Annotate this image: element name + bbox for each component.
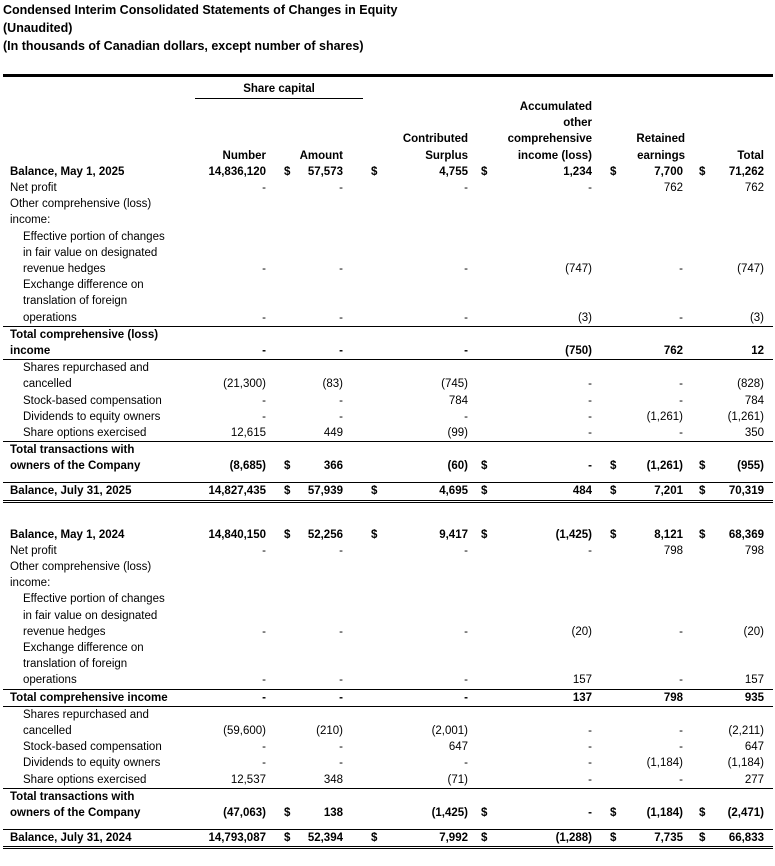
cell-total: 784 (744, 394, 764, 407)
cell-total: 66,833 (728, 832, 764, 845)
cell-retained: (1,184) (646, 757, 683, 770)
cell-contributed: (60) (447, 460, 468, 473)
row-label (23, 755, 188, 771)
cell-contributed: (2,001) (431, 725, 468, 737)
table-row (0, 180, 775, 196)
column-header-line: Retained (636, 133, 685, 146)
cell-aoci: 157 (572, 674, 592, 687)
row-label (23, 707, 188, 739)
table-row (0, 527, 775, 543)
row-label (23, 739, 188, 755)
cell-amount: - (339, 625, 343, 638)
dollar-sign: $ (610, 806, 617, 819)
cell-total: (1,261) (727, 410, 764, 423)
cell-number: (21,300) (223, 378, 266, 391)
cell-total: 762 (744, 181, 764, 194)
cell-contributed: - (464, 181, 468, 194)
column-header-aoci (508, 99, 592, 164)
cell-number: - (262, 311, 266, 324)
statement-subtitle-unaudited: (Unaudited) (3, 21, 73, 35)
row-label (23, 772, 188, 788)
cell-number: - (262, 625, 266, 638)
row-label-line: Share options exercised (23, 426, 147, 439)
row-label-line: Balance, May 1, 2025 (10, 165, 125, 178)
row-label-line: owners of the Company (10, 460, 141, 473)
cell-amount: (83) (322, 378, 343, 391)
column-header-line: Amount (299, 149, 343, 162)
row-label (10, 830, 185, 846)
cell-amount: 138 (323, 806, 343, 819)
cell-aoci: 137 (572, 691, 592, 704)
row-label-line: Stock-based compensation (23, 741, 162, 754)
row-label-line: Other comprehensive (loss) (10, 561, 152, 574)
table-row (0, 327, 775, 359)
row-label (10, 327, 185, 359)
cell-number: - (262, 741, 266, 754)
cell-total: (955) (737, 460, 764, 473)
row-label (10, 483, 185, 499)
cell-number: - (262, 394, 266, 407)
cell-aoci: (20) (571, 625, 592, 638)
row-label-line: Effective portion of changes (23, 593, 165, 606)
table-row (0, 591, 775, 640)
cell-contributed: 9,417 (439, 528, 468, 541)
dollar-sign: $ (284, 806, 291, 819)
cell-contributed: 4,695 (439, 485, 468, 498)
cell-amount: - (339, 544, 343, 557)
cell-number: 14,840,150 (208, 528, 266, 541)
row-label-line: Shares repurchased and (23, 708, 149, 721)
cell-amount: - (339, 741, 343, 754)
dollar-sign: $ (699, 832, 706, 845)
row-label-line: operations (23, 674, 77, 687)
cell-total: (747) (737, 262, 764, 275)
row-label (10, 559, 185, 591)
dollar-sign: $ (699, 460, 706, 473)
cell-retained: 762 (663, 344, 683, 357)
cell-contributed: - (464, 311, 468, 324)
row-label (10, 527, 185, 543)
row-label-line: Effective portion of changes (23, 230, 165, 243)
cell-number: - (262, 544, 266, 557)
cell-retained: - (679, 378, 683, 391)
cell-total: 798 (744, 544, 764, 557)
cell-amount: - (339, 262, 343, 275)
table-row (0, 425, 775, 441)
row-label-line: Exchange difference on (23, 279, 144, 292)
row-label (10, 690, 185, 706)
dollar-sign: $ (284, 460, 291, 473)
cell-retained: - (679, 311, 683, 324)
row-label-line: revenue hedges (23, 262, 106, 275)
cell-aoci: 1,234 (563, 165, 592, 178)
row-gap (0, 821, 775, 829)
cell-retained: - (679, 773, 683, 786)
cell-number: - (262, 410, 266, 423)
row-label (23, 591, 188, 640)
cell-contributed: (1,425) (431, 806, 468, 819)
row-label (10, 789, 185, 821)
cell-retained: 798 (663, 544, 683, 557)
cell-contributed: - (464, 262, 468, 275)
table-row (0, 164, 775, 180)
row-label-line: Share options exercised (23, 773, 147, 786)
cell-contributed: 4,755 (439, 165, 468, 178)
cell-contributed: - (464, 544, 468, 557)
cell-aoci: (1,288) (555, 832, 592, 845)
cell-retained: - (679, 741, 683, 754)
row-label-line: Balance, July 31, 2025 (10, 485, 132, 498)
dollar-sign: $ (284, 528, 291, 541)
cell-aoci: - (588, 181, 592, 194)
table-row (0, 543, 775, 559)
row-label-line: Total transactions with (10, 444, 135, 457)
row-label (10, 164, 185, 180)
cell-aoci: - (588, 773, 592, 786)
row-label-line: Stock-based compensation (23, 394, 162, 407)
cell-contributed: 784 (448, 394, 468, 407)
dollar-sign: $ (371, 528, 378, 541)
dollar-sign: $ (371, 832, 378, 845)
cell-retained: 7,201 (654, 485, 683, 498)
cell-aoci: - (588, 725, 592, 737)
dollar-sign: $ (481, 528, 488, 541)
column-header-amount (300, 148, 343, 164)
cell-total: 68,369 (728, 528, 764, 541)
row-label-line: income: (10, 214, 51, 227)
statement-header (3, 1, 773, 55)
row-label-line: Net profit (10, 181, 57, 194)
cell-amount: - (339, 394, 343, 407)
cell-retained: 798 (663, 691, 683, 704)
row-label-line: in fair value on designated (23, 246, 158, 259)
row-label (23, 277, 188, 326)
cell-retained: - (679, 725, 683, 737)
row-label-line: Dividends to equity owners (23, 757, 161, 770)
dollar-sign: $ (371, 165, 378, 178)
cell-total: 277 (744, 773, 764, 786)
cell-total: (20) (743, 625, 764, 638)
cell-contributed: - (464, 344, 468, 357)
column-header-line: comprehensive (507, 133, 592, 146)
cell-contributed: - (464, 410, 468, 423)
dollar-sign: $ (284, 832, 291, 845)
column-header-total (737, 148, 764, 164)
cell-aoci: - (588, 806, 592, 819)
table-row (0, 789, 775, 821)
cell-amount: (210) (316, 725, 343, 737)
table-row (0, 739, 775, 755)
dollar-sign: $ (699, 485, 706, 498)
cell-contributed: - (464, 691, 468, 704)
cell-amount: 366 (323, 460, 343, 473)
table-row (0, 483, 775, 499)
cell-aoci: 484 (572, 485, 592, 498)
cell-aoci: - (588, 741, 592, 754)
cell-contributed: - (464, 674, 468, 687)
cell-number: - (262, 757, 266, 770)
row-label-line: Dividends to equity owners (23, 410, 161, 423)
dollar-sign: $ (610, 165, 617, 178)
table-row (0, 707, 775, 739)
cell-aoci: - (588, 394, 592, 407)
dollar-sign: $ (481, 165, 488, 178)
table-row (0, 559, 775, 591)
column-header-line: Surplus (425, 149, 468, 162)
row-label-line: Net profit (10, 544, 57, 557)
statement-title: Condensed Interim Consolidated Statements of Changes in Equity (3, 3, 398, 17)
cell-total: 70,319 (728, 485, 764, 498)
row-label (23, 640, 188, 689)
dollar-sign: $ (699, 528, 706, 541)
row-label-line: owners of the Company (10, 806, 141, 819)
dollar-sign: $ (481, 460, 488, 473)
row-label (23, 425, 188, 441)
column-header-line: earnings (637, 149, 685, 162)
column-header-line: other (563, 117, 592, 130)
row-label-line: cancelled (23, 725, 72, 738)
column-header-line: Number (222, 149, 266, 162)
cell-retained: - (679, 625, 683, 638)
table-row (0, 830, 775, 846)
dollar-sign: $ (610, 485, 617, 498)
cell-amount: - (339, 691, 343, 704)
cell-aoci: - (588, 544, 592, 557)
row-label-line: Other comprehensive (loss) (10, 198, 152, 211)
cell-number: 14,827,435 (208, 485, 266, 498)
cell-total: 935 (744, 691, 764, 704)
cell-amount: 52,256 (307, 528, 343, 541)
dollar-sign: $ (610, 460, 617, 473)
dollar-sign: $ (481, 485, 488, 498)
cell-total: (828) (737, 378, 764, 391)
cell-amount: 57,939 (307, 485, 343, 498)
table-row (0, 772, 775, 788)
row-label-line: Total comprehensive income (10, 691, 168, 704)
cell-aoci: (1,425) (555, 528, 592, 541)
cell-total: 71,262 (728, 165, 764, 178)
cell-contributed: - (464, 625, 468, 638)
table-row (0, 690, 775, 706)
cell-total: 157 (744, 674, 764, 687)
cell-total: 350 (744, 426, 764, 439)
cell-amount: 57,573 (307, 165, 343, 178)
cell-retained: - (679, 426, 683, 439)
cell-number: - (262, 262, 266, 275)
row-label (10, 543, 185, 559)
dollar-sign: $ (371, 485, 378, 498)
cell-retained: (1,261) (646, 460, 683, 473)
row-label (23, 229, 188, 278)
cell-number: 12,615 (230, 426, 266, 439)
cell-number: - (262, 674, 266, 687)
cell-contributed: 7,992 (439, 832, 468, 845)
cell-aoci: - (588, 460, 592, 473)
double-rule (3, 846, 773, 849)
cell-total: 647 (744, 741, 764, 754)
column-header-number (223, 148, 266, 164)
cell-contributed: (71) (447, 773, 468, 786)
cell-number: (47,063) (223, 806, 266, 819)
table-row (0, 229, 775, 278)
table-row (0, 640, 775, 689)
cell-number: - (262, 691, 266, 704)
dollar-sign: $ (481, 832, 488, 845)
cell-retained: 7,735 (654, 832, 683, 845)
cell-retained: - (679, 394, 683, 407)
table-row (0, 360, 775, 392)
table-row (0, 277, 775, 326)
cell-retained: 8,121 (654, 528, 683, 541)
cell-number: - (262, 181, 266, 194)
row-label-line: Shares repurchased and (23, 362, 149, 375)
row-label-line: Total transactions with (10, 790, 135, 803)
section-gap (0, 503, 775, 527)
row-label-line: translation of foreign (23, 295, 128, 308)
dollar-sign: $ (481, 806, 488, 819)
cell-number: 14,793,087 (208, 832, 266, 845)
table-row (0, 442, 775, 474)
row-label (10, 196, 185, 228)
row-label-line: income (10, 344, 51, 357)
cell-amount: 348 (323, 773, 343, 786)
row-label-line: translation of foreign (23, 658, 128, 671)
table-row (0, 393, 775, 409)
cell-contributed: - (464, 757, 468, 770)
dollar-sign: $ (610, 528, 617, 541)
column-header-line: income (loss) (517, 149, 592, 162)
cell-number: (8,685) (229, 460, 266, 473)
header-rule (3, 74, 773, 77)
column-header-retained (636, 131, 685, 163)
table-row (0, 196, 775, 228)
cell-aoci: - (588, 410, 592, 423)
row-label-line: income: (10, 577, 51, 590)
cell-amount: - (339, 344, 343, 357)
column-header-line: Contributed (402, 133, 468, 146)
cell-contributed: (99) (447, 426, 468, 439)
double-rule (3, 500, 773, 503)
cell-total: (1,184) (727, 757, 764, 770)
row-label-line: in fair value on designated (23, 609, 158, 622)
cell-retained: 762 (663, 181, 683, 194)
statement-units-note: (In thousands of Canadian dollars, except number of shares) (3, 39, 364, 53)
row-label-line: revenue hedges (23, 625, 106, 638)
cell-aoci: - (588, 378, 592, 391)
column-header-row (0, 98, 775, 164)
cell-amount: 52,394 (307, 832, 343, 845)
cell-contributed: 647 (448, 741, 468, 754)
cell-retained: 7,700 (654, 165, 683, 178)
cell-total: (2,471) (727, 806, 764, 819)
row-label-line: Balance, July 31, 2024 (10, 832, 132, 845)
cell-amount: - (339, 410, 343, 423)
row-label (23, 393, 188, 409)
column-header-line: Total (737, 149, 764, 162)
cell-number: 12,537 (230, 773, 266, 786)
cell-aoci: - (588, 426, 592, 439)
table-row (0, 409, 775, 425)
cell-retained: (1,261) (646, 410, 683, 423)
row-label-line: cancelled (23, 378, 72, 391)
row-label (23, 409, 188, 425)
cell-amount: - (339, 311, 343, 324)
cell-contributed: (745) (441, 378, 468, 391)
cell-aoci: (747) (565, 262, 592, 275)
cell-number: 14,836,120 (208, 165, 266, 178)
share-capital-group-header: Share capital (195, 80, 363, 99)
cell-amount: - (339, 674, 343, 687)
cell-retained: (1,184) (646, 806, 683, 819)
cell-amount: 449 (323, 426, 343, 439)
row-label-line: Exchange difference on (23, 642, 144, 655)
row-label-line: operations (23, 311, 77, 324)
cell-total: (3) (749, 311, 764, 324)
column-header-line: Accumulated (519, 100, 592, 113)
cell-retained: - (679, 674, 683, 687)
column-header-contributed (403, 131, 468, 163)
row-label (10, 442, 185, 474)
cell-amount: - (339, 181, 343, 194)
cell-aoci: (3) (577, 311, 592, 324)
dollar-sign: $ (284, 165, 291, 178)
row-label-line: Balance, May 1, 2024 (10, 528, 125, 541)
row-label (10, 180, 185, 196)
cell-total: (2,211) (728, 725, 764, 737)
equity-table (0, 98, 775, 849)
dollar-sign: $ (284, 485, 291, 498)
cell-aoci: (750) (565, 344, 592, 357)
cell-number: (59,600) (223, 725, 266, 737)
cell-aoci: - (588, 757, 592, 770)
row-label (23, 360, 188, 392)
cell-retained: - (679, 262, 683, 275)
dollar-sign: $ (699, 165, 706, 178)
row-gap (0, 474, 775, 482)
cell-amount: - (339, 757, 343, 770)
cell-number: - (262, 344, 266, 357)
dollar-sign: $ (699, 806, 706, 819)
cell-total: 12 (751, 344, 764, 357)
dollar-sign: $ (610, 832, 617, 845)
row-label-line: Total comprehensive (loss) (10, 328, 159, 341)
table-row (0, 755, 775, 771)
